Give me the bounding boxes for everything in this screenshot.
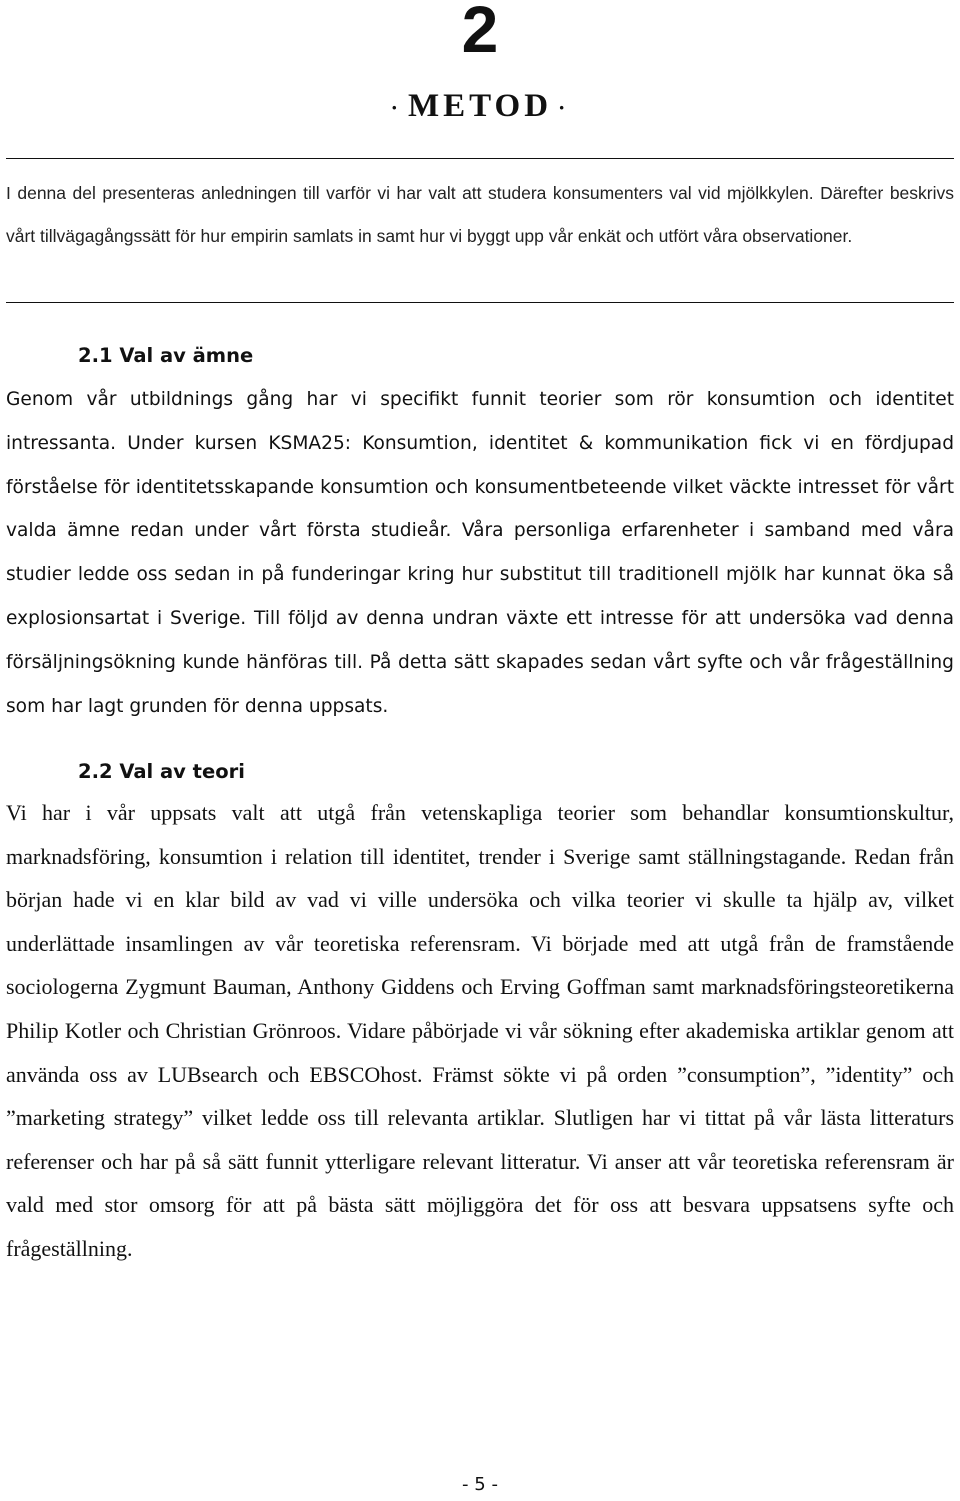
top-rule bbox=[6, 158, 954, 159]
section-heading-2-2: 2.2 Val av teori bbox=[78, 760, 245, 783]
section-body-2-1: Genom vår utbildnings gång har vi specifikt funnit teorier som rör konsumtion och identitet intressanta. Under kursen KSMA25: Konsumtion, identitet & kommunikation fick vi en fördjupad förståelse för identitetsskapande konsumtion och konsumentbeteende vilket väckte intresset för vårt valda ämne redan under vårt första studieår. Våra personliga erfarenheter i samband med våra studier ledde oss sedan in på funderingar kring hur substitut till traditionell mjölk har kunnat öka så explosionsartat i Sverige. Till följd av denna undran växte ett intresse för att undersöka vad denna försäljningsökning kunde hänföras till. På detta sätt skapades sedan vårt syfte och vår frågeställning som har lagt grunden för denna uppsats. bbox=[6, 389, 954, 717]
title-dot-right: · bbox=[558, 95, 570, 121]
title-dot-left: · bbox=[390, 95, 402, 121]
chapter-number: 2 bbox=[461, 0, 499, 66]
chapter-title bbox=[0, 84, 960, 130]
section-body-2-2: Vi har i vår uppsats valt att utgå från vetenskapliga teorier som behandlar konsumtionskultur, marknadsföring, konsumtion i relation till identitet, trender i Sverige samt ställningstagande. Redan från början hade vi en klar bild av vad vi ville undersöka och vilka teorier vi skulle ta hjälp av, vilket underlättade insamlingen av vår teoretiska referensram. Vi började med att utgå från de framstående sociologerna Zygmunt Bauman, Anthony Giddens och Erving Goffman samt marknadsföringsteoretikerna Philip Kotler och Christian Grönroos. Vidare påbörjade vi vår sökning efter akademiska artiklar genom att använda oss av LUBsearch och EBSCOhost. Främst sökte vi på orden ”consumption”, ”identity” och ”marketing strategy” vilket ledde oss till relevanta artiklar. Slutligen har vi tittat på vår lästa litteraturs referenser och har på så sätt funnit ytterligare relevant litteratur. Vi anser att vår teoretiska referensram är vald med stor omsorg för att på bästa sätt möjliggöra det för oss att besvara uppsatsens syfte och frågeställning. bbox=[6, 800, 954, 1261]
chapter-intro: I denna del presenteras anledningen till varför vi har valt att studera konsumenters val vid mjölkkylen. Därefter beskrivs vårt tillvägagångssätt för hur empirin samlats in samt hur vi byggt upp vår enkät och utfört våra observationer. bbox=[6, 183, 954, 246]
page-number: - 5 - bbox=[462, 1474, 498, 1495]
chapter-title-text: METOD bbox=[407, 88, 553, 124]
section-heading-2-1: 2.1 Val av ämne bbox=[78, 344, 254, 367]
intro-rule bbox=[6, 302, 954, 303]
